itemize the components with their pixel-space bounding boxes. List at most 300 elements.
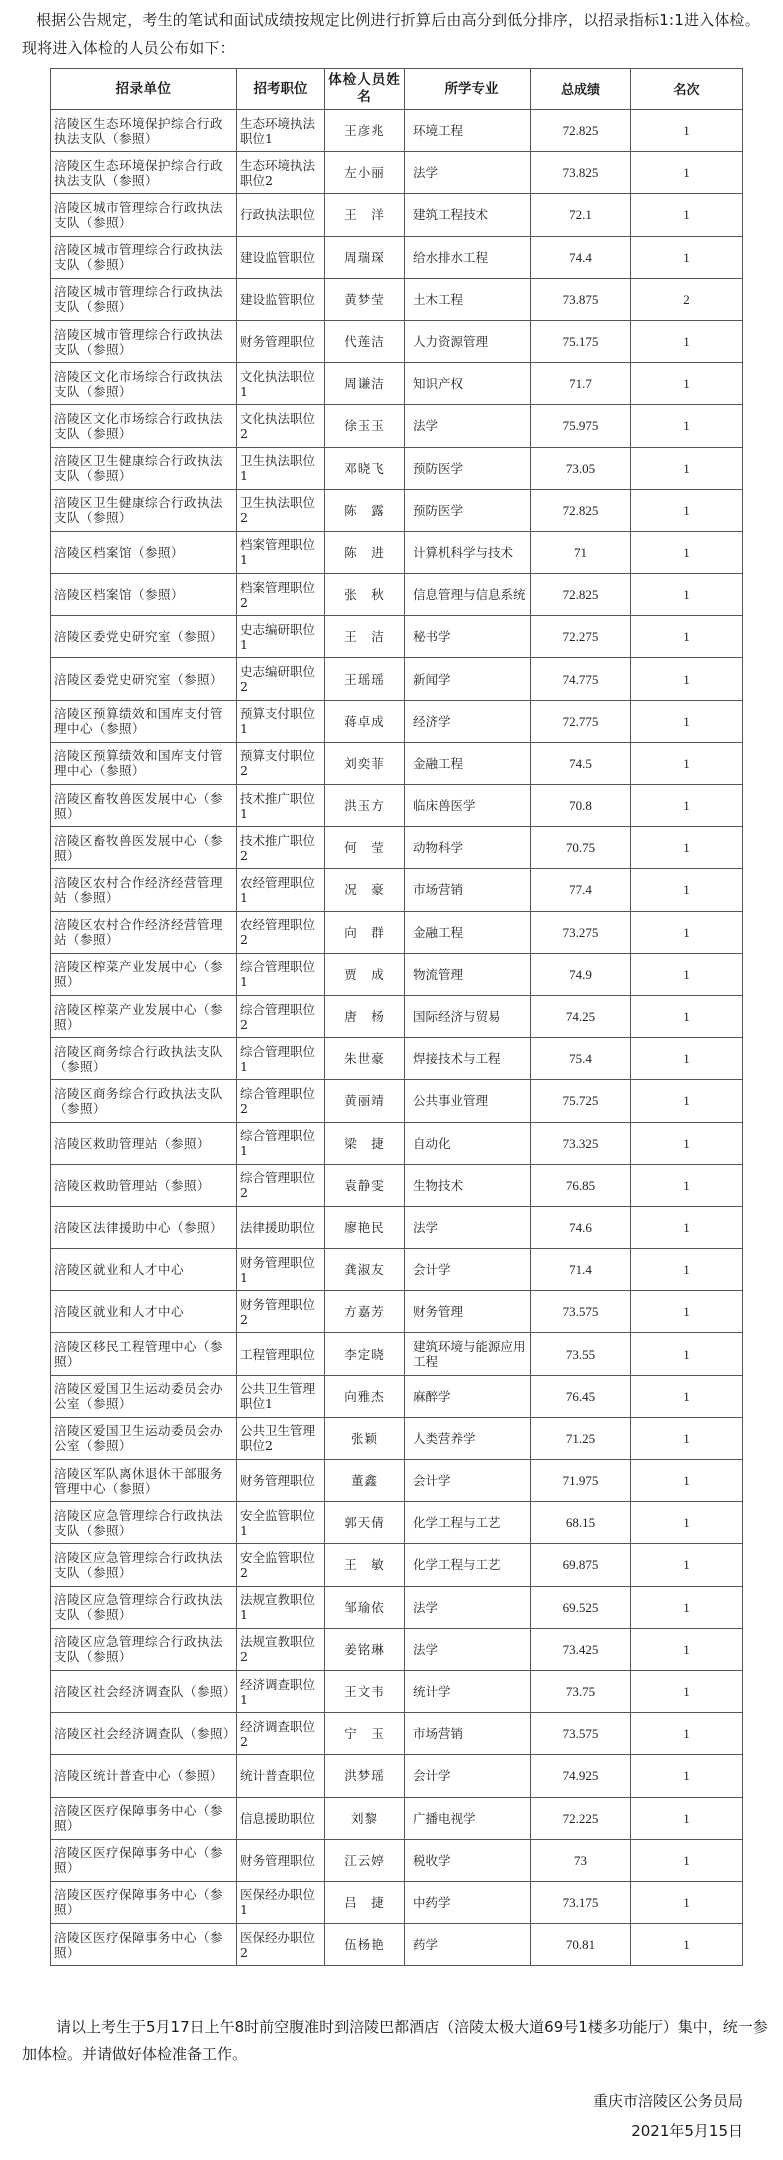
cell-name: 徐玉玉 xyxy=(325,405,405,447)
cell-position: 法规宣教职位2 xyxy=(237,1628,325,1670)
cell-score: 74.25 xyxy=(531,995,631,1037)
cell-position: 生态环境执法职位2 xyxy=(237,152,325,194)
cell-rank: 1 xyxy=(631,995,743,1037)
signature-org: 重庆市涪陵区公务员局 xyxy=(592,2092,743,2110)
cell-rank: 1 xyxy=(631,1164,743,1206)
cell-position: 卫生执法职位2 xyxy=(237,489,325,531)
cell-rank: 1 xyxy=(631,574,743,616)
cell-rank: 1 xyxy=(631,658,743,700)
table-row xyxy=(51,995,743,1037)
cell-major: 法学 xyxy=(405,1206,531,1248)
table-row xyxy=(51,1291,743,1333)
table-row xyxy=(51,1755,743,1797)
cell-major: 法学 xyxy=(405,405,531,447)
cell-score: 68.15 xyxy=(531,1502,631,1544)
cell-score: 70.75 xyxy=(531,827,631,869)
cell-score: 70.8 xyxy=(531,785,631,827)
table-row xyxy=(51,827,743,869)
cell-rank: 1 xyxy=(631,1924,743,1966)
cell-position: 综合管理职位2 xyxy=(237,995,325,1037)
cell-name: 邓晓飞 xyxy=(325,447,405,489)
cell-name: 江云婷 xyxy=(325,1839,405,1881)
cell-name: 黄梦莹 xyxy=(325,278,405,320)
cell-major: 金融工程 xyxy=(405,911,531,953)
cell-major: 广播电视学 xyxy=(405,1797,531,1839)
cell-unit: 涪陵区榨菜产业发展中心（参照） xyxy=(51,995,237,1037)
cell-major: 环境工程 xyxy=(405,110,531,152)
cell-name: 姜铭琳 xyxy=(325,1628,405,1670)
cell-unit: 涪陵区生态环境保护综合行政执法支队（参照） xyxy=(51,152,237,194)
cell-score: 73.05 xyxy=(531,447,631,489)
cell-position: 安全监管职位1 xyxy=(237,1502,325,1544)
table-row xyxy=(51,1797,743,1839)
cell-rank: 1 xyxy=(631,1122,743,1164)
cell-rank: 1 xyxy=(631,236,743,278)
cell-position: 法规宣教职位1 xyxy=(237,1586,325,1628)
cell-unit: 涪陵区榨菜产业发展中心（参照） xyxy=(51,953,237,995)
cell-rank: 1 xyxy=(631,1291,743,1333)
cell-score: 72.775 xyxy=(531,700,631,742)
cell-rank: 1 xyxy=(631,1839,743,1881)
cell-name: 何 莹 xyxy=(325,827,405,869)
table-row xyxy=(51,363,743,405)
results-table xyxy=(50,68,743,1966)
cell-position: 工程管理职位 xyxy=(237,1333,325,1375)
cell-unit: 涪陵区法律援助中心（参照） xyxy=(51,1206,237,1248)
cell-rank: 2 xyxy=(631,278,743,320)
cell-score: 74.9 xyxy=(531,953,631,995)
cell-position: 文化执法职位1 xyxy=(237,363,325,405)
cell-name: 袁静雯 xyxy=(325,1164,405,1206)
cell-rank: 1 xyxy=(631,1038,743,1080)
table-row xyxy=(51,1417,743,1459)
cell-major: 公共事业管理 xyxy=(405,1080,531,1122)
cell-unit: 涪陵区社会经济调查队（参照） xyxy=(51,1670,237,1712)
cell-position: 财务管理职位 xyxy=(237,1839,325,1881)
cell-score: 73.575 xyxy=(531,1291,631,1333)
cell-rank: 1 xyxy=(631,447,743,489)
cell-major: 生物技术 xyxy=(405,1164,531,1206)
cell-unit: 涪陵区城市管理综合行政执法支队（参照） xyxy=(51,236,237,278)
table-row xyxy=(51,278,743,320)
cell-name: 张 秋 xyxy=(325,574,405,616)
cell-major: 财务管理 xyxy=(405,1291,531,1333)
cell-rank: 1 xyxy=(631,785,743,827)
cell-unit: 涪陵区畜牧兽医发展中心（参照） xyxy=(51,827,237,869)
cell-unit: 涪陵区爱国卫生运动委员会办公室（参照） xyxy=(51,1375,237,1417)
header-score: 总成绩 xyxy=(531,69,631,110)
cell-unit: 涪陵区城市管理综合行政执法支队（参照） xyxy=(51,194,237,236)
cell-rank: 1 xyxy=(631,489,743,531)
cell-major: 化学工程与工艺 xyxy=(405,1502,531,1544)
header-name: 体检人员姓名 xyxy=(325,69,405,110)
table-body xyxy=(51,110,743,1966)
cell-rank: 1 xyxy=(631,1797,743,1839)
cell-unit: 涪陵区生态环境保护综合行政执法支队（参照） xyxy=(51,110,237,152)
cell-unit: 涪陵区医疗保障事务中心（参照） xyxy=(51,1797,237,1839)
cell-position: 公共卫生管理职位1 xyxy=(237,1375,325,1417)
cell-position: 医保经办职位1 xyxy=(237,1881,325,1923)
cell-name: 代莲洁 xyxy=(325,320,405,362)
cell-unit: 涪陵区农村合作经济经营管理站（参照） xyxy=(51,911,237,953)
cell-rank: 1 xyxy=(631,1502,743,1544)
cell-major: 会计学 xyxy=(405,1460,531,1502)
cell-name: 况 豪 xyxy=(325,869,405,911)
header-position: 招考职位 xyxy=(237,69,325,110)
table-row xyxy=(51,574,743,616)
cell-score: 71.975 xyxy=(531,1460,631,1502)
cell-name: 唐 杨 xyxy=(325,995,405,1037)
cell-rank: 1 xyxy=(631,1586,743,1628)
cell-major: 建筑工程技术 xyxy=(405,194,531,236)
cell-rank: 1 xyxy=(631,953,743,995)
cell-score: 73.75 xyxy=(531,1670,631,1712)
table-row xyxy=(51,1544,743,1586)
header-rank: 名次 xyxy=(631,69,743,110)
cell-name: 周瑞琛 xyxy=(325,236,405,278)
table-row xyxy=(51,1924,743,1966)
cell-name: 王彦兆 xyxy=(325,110,405,152)
cell-score: 75.725 xyxy=(531,1080,631,1122)
table-row xyxy=(51,1502,743,1544)
cell-score: 73.325 xyxy=(531,1122,631,1164)
cell-major: 建筑环境与能源应用工程 xyxy=(405,1333,531,1375)
cell-major: 知识产权 xyxy=(405,363,531,405)
cell-unit: 涪陵区就业和人才中心 xyxy=(51,1291,237,1333)
cell-major: 预防医学 xyxy=(405,489,531,531)
cell-unit: 涪陵区就业和人才中心 xyxy=(51,1249,237,1291)
cell-score: 75.975 xyxy=(531,405,631,447)
cell-major: 经济学 xyxy=(405,700,531,742)
table-row xyxy=(51,194,743,236)
cell-unit: 涪陵区城市管理综合行政执法支队（参照） xyxy=(51,278,237,320)
cell-name: 郭天倩 xyxy=(325,1502,405,1544)
cell-major: 中药学 xyxy=(405,1881,531,1923)
cell-major: 信息管理与信息系统 xyxy=(405,574,531,616)
cell-unit: 涪陵区档案馆（参照） xyxy=(51,531,237,573)
cell-rank: 1 xyxy=(631,1375,743,1417)
cell-major: 化学工程与工艺 xyxy=(405,1544,531,1586)
cell-major: 焊接技术与工程 xyxy=(405,1038,531,1080)
cell-score: 71 xyxy=(531,531,631,573)
cell-unit: 涪陵区商务综合行政执法支队（参照） xyxy=(51,1080,237,1122)
cell-unit: 涪陵区预算绩效和国库支付管理中心（参照） xyxy=(51,700,237,742)
cell-rank: 1 xyxy=(631,531,743,573)
cell-score: 73.55 xyxy=(531,1333,631,1375)
cell-position: 经济调查职位2 xyxy=(237,1713,325,1755)
cell-position: 安全监管职位2 xyxy=(237,1544,325,1586)
cell-name: 张颖 xyxy=(325,1417,405,1459)
cell-position: 医保经办职位2 xyxy=(237,1924,325,1966)
table-row xyxy=(51,1164,743,1206)
table-row xyxy=(51,1206,743,1248)
cell-position: 经济调查职位1 xyxy=(237,1670,325,1712)
cell-major: 人力资源管理 xyxy=(405,320,531,362)
cell-major: 市场营销 xyxy=(405,869,531,911)
cell-name: 方嘉芳 xyxy=(325,1291,405,1333)
cell-score: 73.275 xyxy=(531,911,631,953)
cell-rank: 1 xyxy=(631,363,743,405)
table-row xyxy=(51,1038,743,1080)
table-row xyxy=(51,1080,743,1122)
cell-unit: 涪陵区统计普查中心（参照） xyxy=(51,1755,237,1797)
cell-name: 王 敏 xyxy=(325,1544,405,1586)
cell-score: 73.175 xyxy=(531,1881,631,1923)
table-row xyxy=(51,110,743,152)
cell-major: 市场营销 xyxy=(405,1713,531,1755)
cell-score: 72.225 xyxy=(531,1797,631,1839)
signature-date: 2021年5月15日 xyxy=(631,2122,743,2140)
cell-score: 72.825 xyxy=(531,489,631,531)
cell-major: 给水排水工程 xyxy=(405,236,531,278)
table-row xyxy=(51,152,743,194)
table-row xyxy=(51,1839,743,1881)
table-row xyxy=(51,911,743,953)
table-row xyxy=(51,1628,743,1670)
table-row xyxy=(51,1713,743,1755)
cell-score: 73.425 xyxy=(531,1628,631,1670)
cell-name: 董鑫 xyxy=(325,1460,405,1502)
cell-position: 综合管理职位1 xyxy=(237,1038,325,1080)
cell-unit: 涪陵区文化市场综合行政执法支队（参照） xyxy=(51,363,237,405)
cell-position: 法律援助职位 xyxy=(237,1206,325,1248)
cell-rank: 1 xyxy=(631,1080,743,1122)
cell-rank: 1 xyxy=(631,1544,743,1586)
table-row xyxy=(51,785,743,827)
cell-unit: 涪陵区医疗保障事务中心（参照） xyxy=(51,1924,237,1966)
cell-name: 王 洁 xyxy=(325,616,405,658)
cell-score: 69.875 xyxy=(531,1544,631,1586)
cell-major: 药学 xyxy=(405,1924,531,1966)
header-major: 所学专业 xyxy=(405,69,531,110)
cell-position: 综合管理职位1 xyxy=(237,953,325,995)
cell-major: 会计学 xyxy=(405,1249,531,1291)
outro-paragraph: 请以上考生于5月17日上午8时前空腹准时到涪陵巴都酒店（涪陵太极大道69号1楼多功能厅）集中，统一参加体检。并请做好体检准备工作。 xyxy=(22,2018,768,2063)
cell-major: 物流管理 xyxy=(405,953,531,995)
cell-score: 72.1 xyxy=(531,194,631,236)
cell-rank: 1 xyxy=(631,1249,743,1291)
cell-score: 77.4 xyxy=(531,869,631,911)
cell-rank: 1 xyxy=(631,1417,743,1459)
cell-score: 73.575 xyxy=(531,1713,631,1755)
cell-rank: 1 xyxy=(631,1628,743,1670)
table-row xyxy=(51,447,743,489)
cell-position: 统计普查职位 xyxy=(237,1755,325,1797)
cell-position: 档案管理职位1 xyxy=(237,531,325,573)
cell-name: 洪玉方 xyxy=(325,785,405,827)
cell-name: 陈 进 xyxy=(325,531,405,573)
cell-name: 周谦洁 xyxy=(325,363,405,405)
cell-score: 73.825 xyxy=(531,152,631,194)
cell-major: 会计学 xyxy=(405,1755,531,1797)
header-unit: 招录单位 xyxy=(51,69,237,110)
cell-score: 76.85 xyxy=(531,1164,631,1206)
cell-name: 伍杨艳 xyxy=(325,1924,405,1966)
cell-score: 73.875 xyxy=(531,278,631,320)
cell-score: 72.825 xyxy=(531,574,631,616)
cell-rank: 1 xyxy=(631,194,743,236)
cell-rank: 1 xyxy=(631,1333,743,1375)
cell-rank: 1 xyxy=(631,700,743,742)
cell-score: 70.81 xyxy=(531,1924,631,1966)
cell-major: 预防医学 xyxy=(405,447,531,489)
cell-major: 法学 xyxy=(405,1628,531,1670)
cell-major: 金融工程 xyxy=(405,742,531,784)
table-row xyxy=(51,236,743,278)
table-row xyxy=(51,405,743,447)
cell-major: 动物科学 xyxy=(405,827,531,869)
cell-unit: 涪陵区应急管理综合行政执法支队（参照） xyxy=(51,1502,237,1544)
cell-position: 财务管理职位2 xyxy=(237,1291,325,1333)
cell-position: 建设监管职位 xyxy=(237,236,325,278)
cell-score: 74.6 xyxy=(531,1206,631,1248)
cell-position: 公共卫生管理职位2 xyxy=(237,1417,325,1459)
cell-name: 蒋卓成 xyxy=(325,700,405,742)
cell-position: 行政执法职位 xyxy=(237,194,325,236)
cell-rank: 1 xyxy=(631,1755,743,1797)
table-row xyxy=(51,742,743,784)
cell-name: 王 洋 xyxy=(325,194,405,236)
cell-unit: 涪陵区商务综合行政执法支队（参照） xyxy=(51,1038,237,1080)
cell-name: 龚淑友 xyxy=(325,1249,405,1291)
cell-name: 陈 露 xyxy=(325,489,405,531)
cell-unit: 涪陵区畜牧兽医发展中心（参照） xyxy=(51,785,237,827)
cell-name: 廖艳民 xyxy=(325,1206,405,1248)
cell-name: 洪梦瑶 xyxy=(325,1755,405,1797)
cell-position: 卫生执法职位1 xyxy=(237,447,325,489)
cell-score: 71.7 xyxy=(531,363,631,405)
cell-position: 史志编研职位1 xyxy=(237,616,325,658)
cell-major: 土木工程 xyxy=(405,278,531,320)
cell-score: 75.4 xyxy=(531,1038,631,1080)
cell-rank: 1 xyxy=(631,1206,743,1248)
cell-score: 72.275 xyxy=(531,616,631,658)
cell-unit: 涪陵区社会经济调查队（参照） xyxy=(51,1713,237,1755)
cell-name: 左小丽 xyxy=(325,152,405,194)
cell-position: 技术推广职位2 xyxy=(237,827,325,869)
cell-name: 朱世豪 xyxy=(325,1038,405,1080)
cell-major: 麻醉学 xyxy=(405,1375,531,1417)
cell-score: 74.925 xyxy=(531,1755,631,1797)
signature-block xyxy=(593,2086,743,2146)
cell-name: 邹瑜依 xyxy=(325,1586,405,1628)
cell-position: 预算支付职位2 xyxy=(237,742,325,784)
cell-position: 文化执法职位2 xyxy=(237,405,325,447)
cell-name: 梁 捷 xyxy=(325,1122,405,1164)
cell-name: 刘奕菲 xyxy=(325,742,405,784)
cell-rank: 1 xyxy=(631,1460,743,1502)
cell-position: 生态环境执法职位1 xyxy=(237,110,325,152)
table-row xyxy=(51,320,743,362)
cell-unit: 涪陵区移民工程管理中心（参照） xyxy=(51,1333,237,1375)
table-row xyxy=(51,700,743,742)
cell-unit: 涪陵区医疗保障事务中心（参照） xyxy=(51,1881,237,1923)
cell-major: 国际经济与贸易 xyxy=(405,995,531,1037)
cell-unit: 涪陵区爱国卫生运动委员会办公室（参照） xyxy=(51,1417,237,1459)
cell-unit: 涪陵区救助管理站（参照） xyxy=(51,1164,237,1206)
cell-unit: 涪陵区医疗保障事务中心（参照） xyxy=(51,1839,237,1881)
cell-major: 计算机科学与技术 xyxy=(405,531,531,573)
cell-score: 72.825 xyxy=(531,110,631,152)
cell-name: 王文韦 xyxy=(325,1670,405,1712)
cell-position: 财务管理职位 xyxy=(237,320,325,362)
cell-rank: 1 xyxy=(631,320,743,362)
cell-unit: 涪陵区军队离休退休干部服务管理中心（参照） xyxy=(51,1460,237,1502)
cell-major: 统计学 xyxy=(405,1670,531,1712)
cell-rank: 1 xyxy=(631,742,743,784)
cell-name: 刘黎 xyxy=(325,1797,405,1839)
cell-rank: 1 xyxy=(631,110,743,152)
cell-position: 预算支付职位1 xyxy=(237,700,325,742)
cell-position: 综合管理职位2 xyxy=(237,1164,325,1206)
cell-score: 76.45 xyxy=(531,1375,631,1417)
cell-unit: 涪陵区应急管理综合行政执法支队（参照） xyxy=(51,1628,237,1670)
cell-position: 信息援助职位 xyxy=(237,1797,325,1839)
cell-position: 财务管理职位1 xyxy=(237,1249,325,1291)
table-row xyxy=(51,1586,743,1628)
cell-rank: 1 xyxy=(631,869,743,911)
cell-position: 财务管理职位 xyxy=(237,1460,325,1502)
table-row xyxy=(51,1122,743,1164)
cell-unit: 涪陵区应急管理综合行政执法支队（参照） xyxy=(51,1586,237,1628)
cell-position: 史志编研职位2 xyxy=(237,658,325,700)
cell-major: 临床兽医学 xyxy=(405,785,531,827)
cell-rank: 1 xyxy=(631,1713,743,1755)
cell-score: 73 xyxy=(531,1839,631,1881)
cell-name: 吕 捷 xyxy=(325,1881,405,1923)
cell-unit: 涪陵区救助管理站（参照） xyxy=(51,1122,237,1164)
cell-major: 新闻学 xyxy=(405,658,531,700)
table-row xyxy=(51,616,743,658)
cell-unit: 涪陵区委党史研究室（参照） xyxy=(51,658,237,700)
cell-name: 向雅杰 xyxy=(325,1375,405,1417)
cell-unit: 涪陵区应急管理综合行政执法支队（参照） xyxy=(51,1544,237,1586)
table-row xyxy=(51,489,743,531)
cell-name: 贾 成 xyxy=(325,953,405,995)
cell-unit: 涪陵区卫生健康综合行政执法支队（参照） xyxy=(51,447,237,489)
cell-position: 农经管理职位2 xyxy=(237,911,325,953)
cell-unit: 涪陵区城市管理综合行政执法支队（参照） xyxy=(51,320,237,362)
cell-major: 自动化 xyxy=(405,1122,531,1164)
cell-unit: 涪陵区委党史研究室（参照） xyxy=(51,616,237,658)
cell-position: 综合管理职位2 xyxy=(237,1080,325,1122)
cell-position: 技术推广职位1 xyxy=(237,785,325,827)
table-row xyxy=(51,1460,743,1502)
cell-major: 人类营养学 xyxy=(405,1417,531,1459)
table-row xyxy=(51,1881,743,1923)
cell-unit: 涪陵区文化市场综合行政执法支队（参照） xyxy=(51,405,237,447)
cell-unit: 涪陵区卫生健康综合行政执法支队（参照） xyxy=(51,489,237,531)
cell-rank: 1 xyxy=(631,1881,743,1923)
cell-position: 建设监管职位 xyxy=(237,278,325,320)
cell-score: 75.175 xyxy=(531,320,631,362)
cell-name: 向 群 xyxy=(325,911,405,953)
cell-unit: 涪陵区农村合作经济经营管理站（参照） xyxy=(51,869,237,911)
cell-score: 71.25 xyxy=(531,1417,631,1459)
cell-rank: 1 xyxy=(631,1670,743,1712)
cell-score: 74.4 xyxy=(531,236,631,278)
cell-score: 74.5 xyxy=(531,742,631,784)
cell-position: 农经管理职位1 xyxy=(237,869,325,911)
cell-score: 74.775 xyxy=(531,658,631,700)
table-row xyxy=(51,1333,743,1375)
cell-score: 71.4 xyxy=(531,1249,631,1291)
cell-unit: 涪陵区档案馆（参照） xyxy=(51,574,237,616)
cell-unit: 涪陵区预算绩效和国库支付管理中心（参照） xyxy=(51,742,237,784)
cell-rank: 1 xyxy=(631,827,743,869)
cell-score: 69.525 xyxy=(531,1586,631,1628)
cell-rank: 1 xyxy=(631,152,743,194)
